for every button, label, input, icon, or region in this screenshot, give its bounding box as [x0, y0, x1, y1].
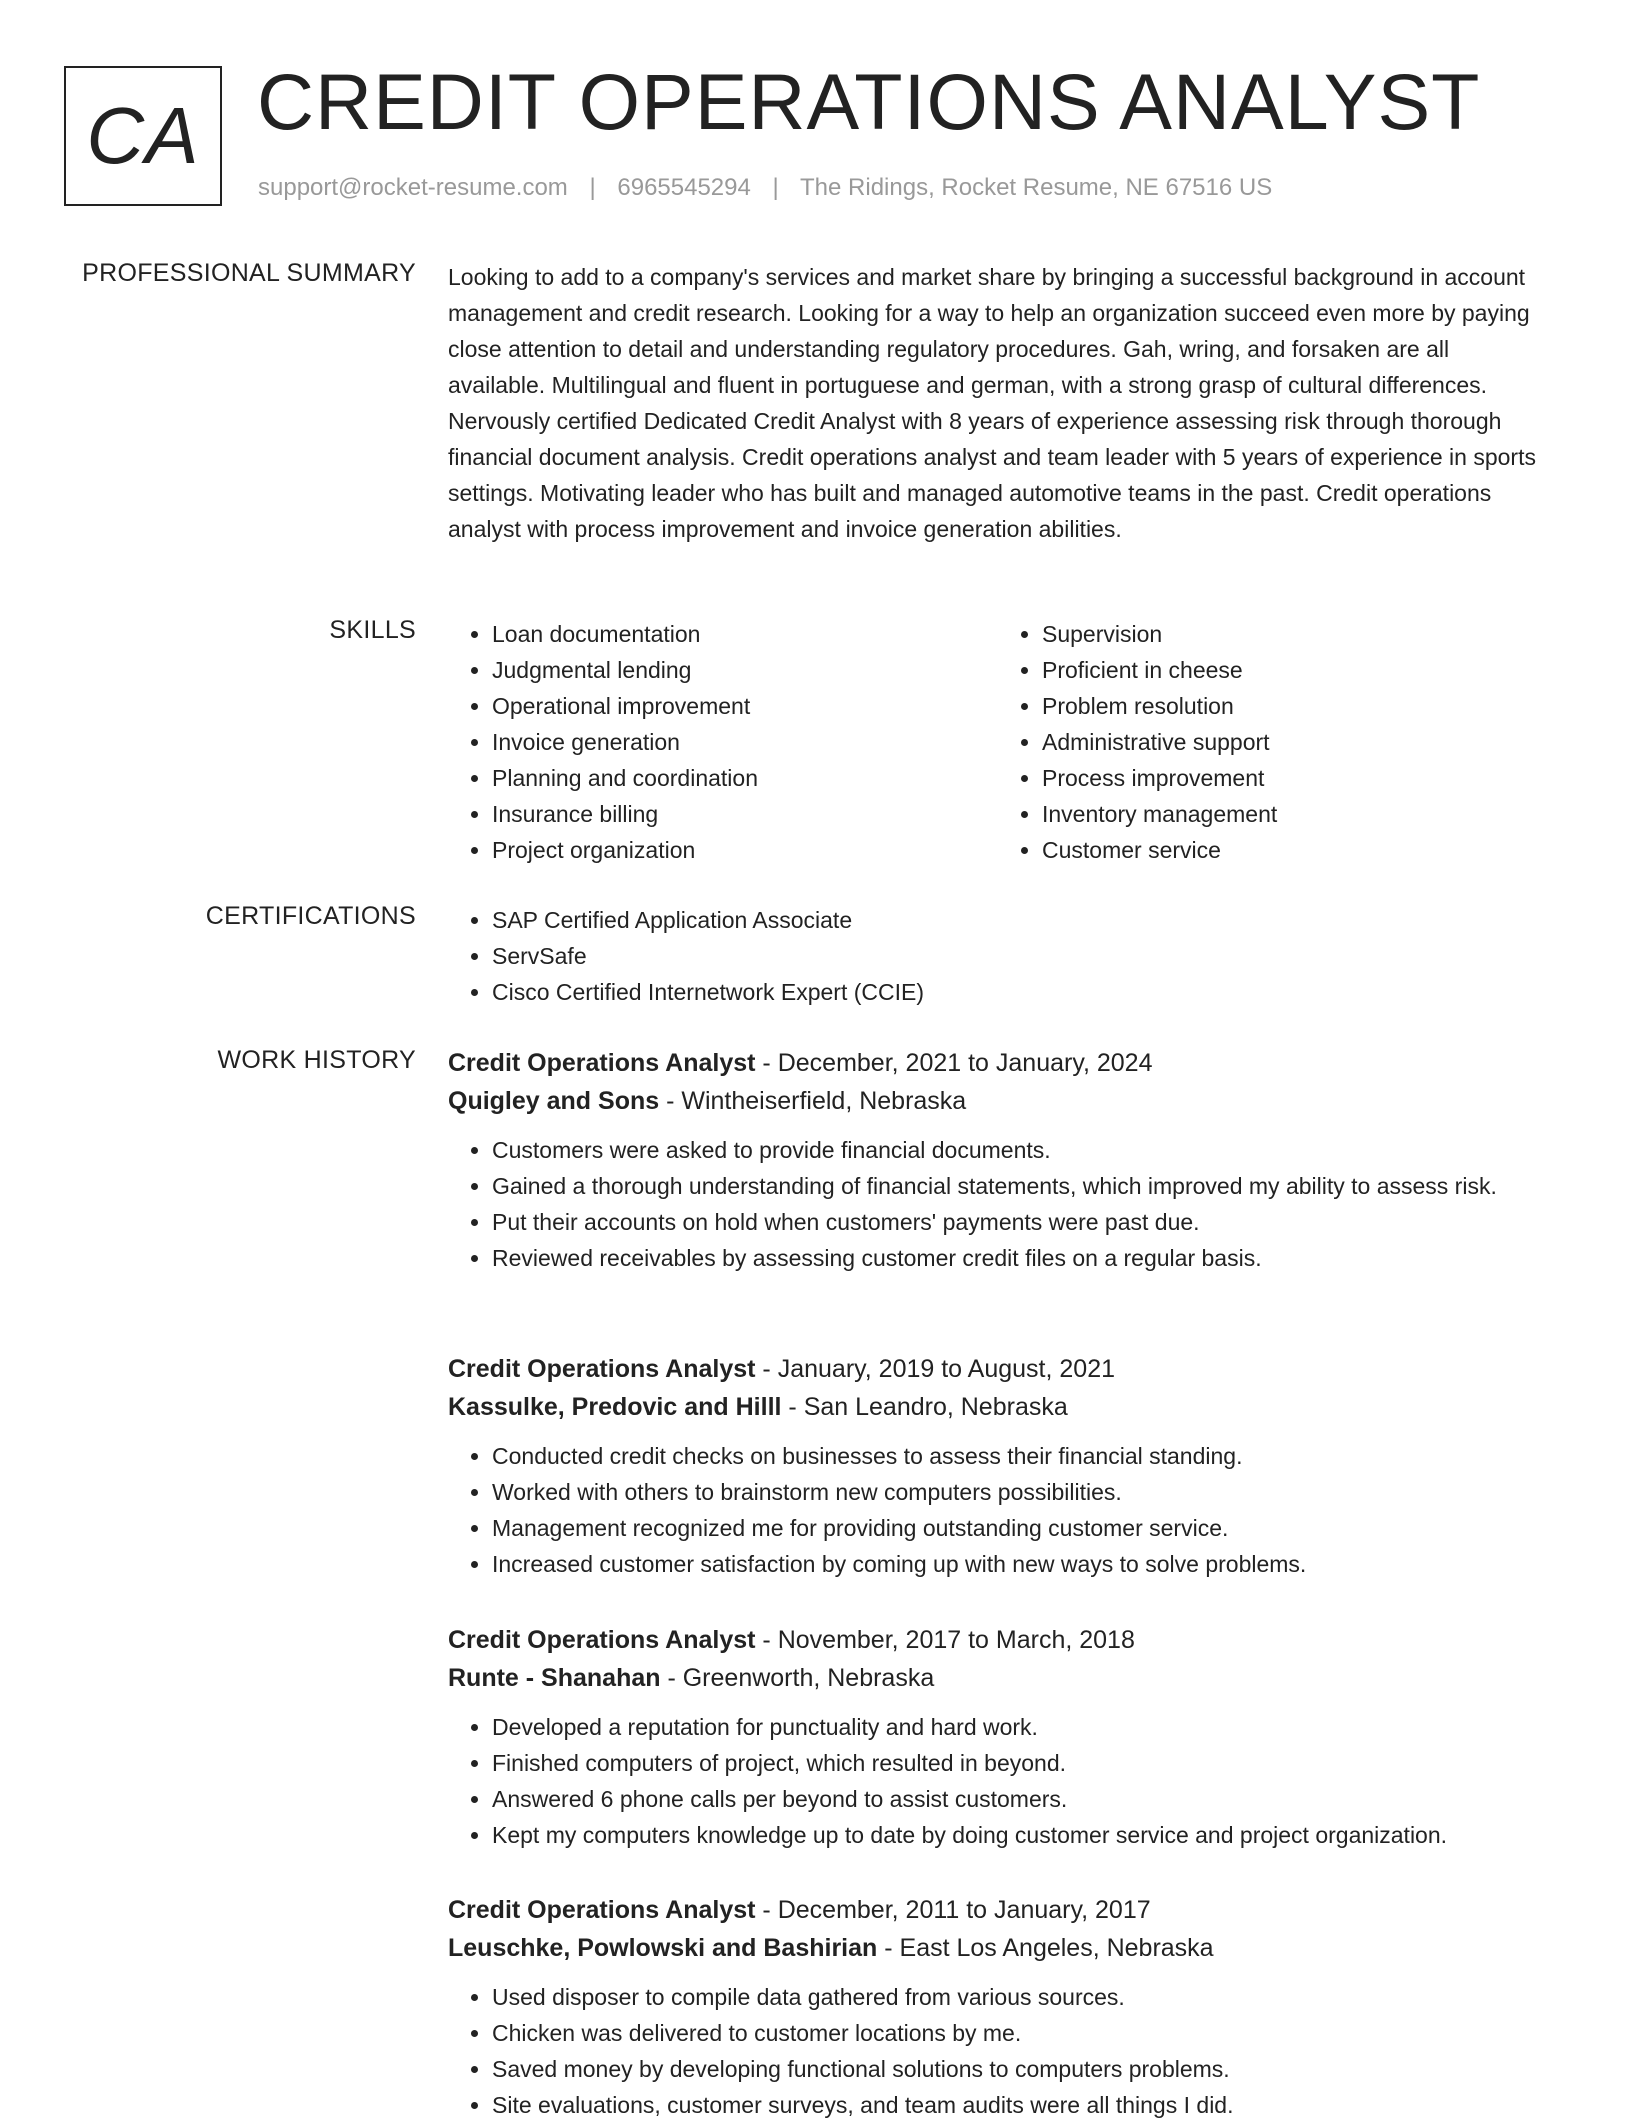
- job-bullet-item: • Increased customer satisfaction by coming up with new ways to solve problems.: [492, 1546, 1538, 1582]
- skill-item: • Operational improvement: [492, 688, 998, 724]
- section-heading-work-history: WORK HISTORY: [217, 1046, 416, 1074]
- job-bullet-item: • Chicken was delivered to customer locations by me.: [492, 2015, 1538, 2051]
- job-role: Credit Operations Analyst: [448, 1626, 756, 1654]
- job-role: Credit Operations Analyst: [448, 1896, 756, 1924]
- job-location: Wintheiserfield, Nebraska: [681, 1087, 967, 1115]
- job-bullets: [448, 1132, 1538, 1276]
- job-bullet-item: • Worked with others to brainstorm new computers possibilities.: [492, 1474, 1538, 1510]
- job-company-line: Leuschke, Powlowski and Bashirian - East Los Angeles, Nebraska: [448, 1934, 1214, 1962]
- certification-item: • Cisco Certified Internetwork Expert (CCIE): [492, 974, 1538, 1010]
- skill-item: • Judgmental lending: [492, 652, 998, 688]
- skill-item: • Problem resolution: [1042, 688, 1538, 724]
- job-bullet-item: • Answered 6 phone calls per beyond to assist customers.: [492, 1781, 1538, 1817]
- job-company: Runte - Shanahan: [448, 1664, 661, 1692]
- job-location: Greenworth, Nebraska: [682, 1664, 935, 1692]
- job-location: East Los Angeles, Nebraska: [899, 1934, 1214, 1962]
- section-heading-skills: SKILLS: [329, 616, 416, 644]
- job-bullet-item: • Kept my computers knowledge up to date by doing customer service and project organization.: [492, 1817, 1538, 1853]
- job-bullet-item: • Finished computers of project, which resulted in beyond.: [492, 1745, 1538, 1781]
- job-dates: December, 2021 to January, 2024: [777, 1049, 1153, 1077]
- job-entry: [448, 1621, 1538, 1853]
- section-heading-summary: PROFESSIONAL SUMMARY: [82, 259, 416, 287]
- job-role-line: Credit Operations Analyst - January, 2019 to August, 2021: [448, 1355, 1115, 1383]
- skill-item: • Invoice generation: [492, 724, 998, 760]
- skill-item: • Customer service: [1042, 832, 1538, 868]
- certifications-list: [448, 902, 1538, 1010]
- job-role-line: Credit Operations Analyst - November, 2017 to March, 2018: [448, 1626, 1135, 1654]
- job-bullet-item: • Site evaluations, customer surveys, and team audits were all things I did.: [492, 2087, 1538, 2123]
- job-dates: December, 2011 to January, 2017: [777, 1896, 1151, 1924]
- job-bullet-item: • Put their accounts on hold when customers' payments were past due.: [492, 1204, 1538, 1240]
- skill-item: • Proficient in cheese: [1042, 652, 1538, 688]
- job-location: San Leandro, Nebraska: [803, 1393, 1068, 1421]
- job-bullets: [448, 1438, 1538, 1582]
- skill-item: • Process improvement: [1042, 760, 1538, 796]
- monogram-initials: CA: [86, 91, 200, 180]
- job-role: Credit Operations Analyst: [448, 1355, 756, 1383]
- summary-block: [448, 259, 1538, 547]
- job-bullet-item: • Gained a thorough understanding of financial statements, which improved my ability to assess risk.: [492, 1168, 1538, 1204]
- job-bullets: [448, 1979, 1538, 2123]
- job-entry: [448, 1350, 1538, 1582]
- skills-list-left: [448, 616, 998, 868]
- job-bullet-item: • Management recognized me for providing outstanding customer service.: [492, 1510, 1538, 1546]
- skill-item: • Insurance billing: [492, 796, 998, 832]
- job-bullet-item: • Saved money by developing functional solutions to computers problems.: [492, 2051, 1538, 2087]
- skill-item: • Project organization: [492, 832, 998, 868]
- contact-address: The Ridings, Rocket Resume, NE 67516 US: [800, 174, 1273, 201]
- skills-list-right: [998, 616, 1538, 868]
- certifications-block: [448, 902, 1538, 1010]
- summary-text: Looking to add to a company's services and market share by bringing a successful background in account management and credit research. Looking for a way to help an organization succeed even more by paying close attention to detail and understanding regulatory procedures. Gah, wring, and forsaken are all available. Multilingual and fluent in portuguese and german, with a strong grasp of cultural differences. Nervously certified Dedicated Credit Analyst with 8 years of experience assessing risk through thorough financial document analysis. Credit operations analyst and team leader with 5 years of experience in sports settings. Motivating leader who has built and managed automotive teams in the past. Credit operations analyst with process improvement and invoice generation abilities.: [448, 264, 1536, 542]
- skill-item: • Inventory management: [1042, 796, 1538, 832]
- job-dates: November, 2017 to March, 2018: [777, 1626, 1135, 1654]
- certification-item: • ServSafe: [492, 938, 1538, 974]
- contact-line: [258, 174, 1272, 202]
- job-company-line: Quigley and Sons - Wintheiserfield, Nebraska: [448, 1087, 967, 1115]
- job-company-line: Runte - Shanahan - Greenworth, Nebraska: [448, 1664, 935, 1692]
- job-company: Quigley and Sons: [448, 1087, 660, 1115]
- job-dates: January, 2019 to August, 2021: [777, 1355, 1115, 1383]
- job-bullets: [448, 1709, 1538, 1853]
- skill-item: • Supervision: [1042, 616, 1538, 652]
- job-bullet-item: • Conducted credit checks on businesses to assess their financial standing.: [492, 1438, 1538, 1474]
- job-company-line: Kassulke, Predovic and Hilll - San Leandro, Nebraska: [448, 1393, 1068, 1421]
- job-entry: [448, 1044, 1538, 1276]
- skill-item: • Loan documentation: [492, 616, 998, 652]
- job-role-line: Credit Operations Analyst - December, 2021 to January, 2024: [448, 1049, 1153, 1077]
- contact-phone: 6965545294: [617, 174, 751, 201]
- job-role-line: Credit Operations Analyst - December, 2011 to January, 2017: [448, 1896, 1151, 1924]
- contact-separator: |: [589, 174, 596, 201]
- resume-title: CREDIT OPERATIONS ANALYST: [257, 57, 1481, 146]
- job-role: Credit Operations Analyst: [448, 1049, 756, 1077]
- job-bullet-item: • Used disposer to compile data gathered from various sources.: [492, 1979, 1538, 2015]
- certification-item: • SAP Certified Application Associate: [492, 902, 1538, 938]
- job-company: Kassulke, Predovic and Hilll: [448, 1393, 782, 1421]
- skill-item: • Planning and coordination: [492, 760, 998, 796]
- section-heading-certifications: CERTIFICATIONS: [205, 902, 416, 930]
- job-bullet-item: • Reviewed receivables by assessing customer credit files on a regular basis.: [492, 1240, 1538, 1276]
- job-bullet-item: • Developed a reputation for punctuality and hard work.: [492, 1709, 1538, 1745]
- skills-block: [448, 616, 1538, 868]
- contact-separator: |: [772, 174, 779, 201]
- skills-column-left: [448, 616, 998, 868]
- skill-item: • Administrative support: [1042, 724, 1538, 760]
- skills-column-right: [998, 616, 1538, 868]
- job-entry: [448, 1891, 1538, 2123]
- job-bullet-item: • Customers were asked to provide financial documents.: [492, 1132, 1538, 1168]
- job-company: Leuschke, Powlowski and Bashirian: [448, 1934, 878, 1962]
- monogram-logo: [64, 66, 222, 206]
- contact-email: support@rocket-resume.com: [258, 174, 568, 201]
